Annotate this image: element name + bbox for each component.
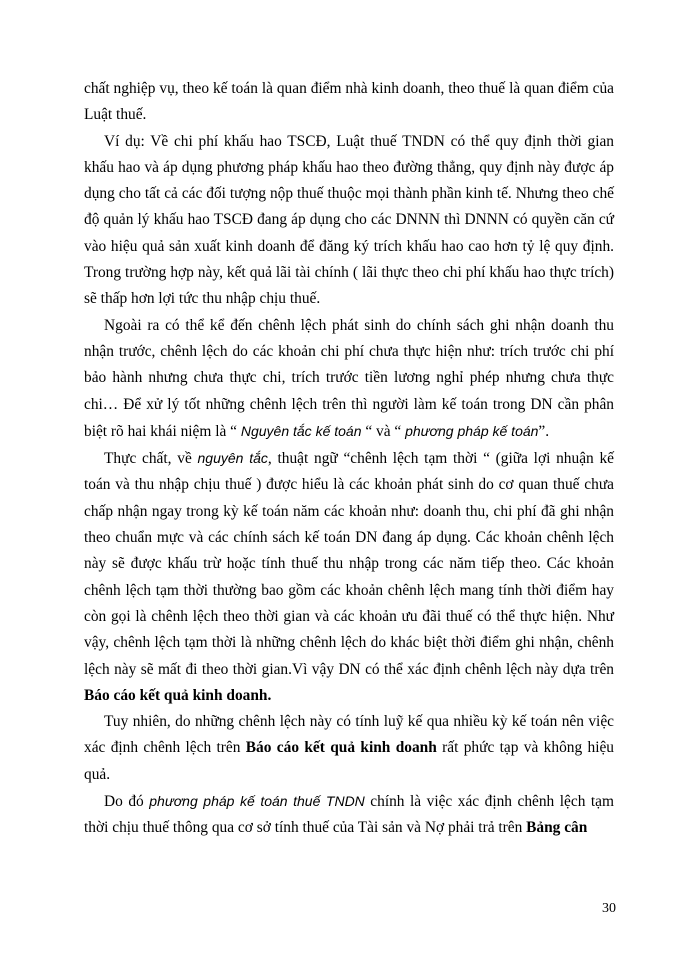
bold-run: Báo cáo kết quả kinh doanh [245, 739, 437, 757]
text-run: Ngoài ra có thể kể đến chênh lệch phát sinh do chính sách ghi nhận doanh thu nhận trước, chênh lệch do các khoản chi phí chưa thực hiện như: trích trước chi phí bảo hành nhưng chưa thực chi, trích trước tiền lương nghỉ phép nhưng chưa thực chi… Để xử lý tốt những chênh lệch trên thì người làm kế toán trong DN cần phân biệt rõ hai khái niệm là “ [84, 316, 614, 440]
text-run: ”. [538, 422, 550, 440]
text-run: chính là việc xác định chênh lệch tạm thời chịu thuế thông qua cơ sở tính thuế của Tài sản và Nợ phải trả trên [84, 793, 614, 837]
text-run: Tuy nhiên, do những chênh lệch này có tính luỹ kế qua nhiều kỳ kế toán nên việc xác định chênh lệch trên [84, 713, 614, 757]
bold-run: Báo cáo kết quả kinh doanh. [84, 686, 272, 704]
text-run: , thuật ngữ “chênh lệch tạm thời “ (giữa lợi nhuận kế toán và thu nhập chịu thuế ) được hiểu là các khoản phát sinh do cơ quan thuế chưa chấp nhận ngay trong kỳ kế toán năm các khoản như: doanh thu, chi phí đã ghi nhận theo chuẩn mực và các chính sách kế toán DN đang áp dụng. Các khoản chênh lệch này sẽ được khấu trừ hoặc tính thuế thu nhập trong các năm tiếp theo. Các khoản chênh lệch tạm thời thường bao gồm các khoản chênh lệch mang tính thời điểm hay còn gọi là chênh lệch theo thời gian và các khoản ưu đãi thuế có thể thực hiện. Như vậy, chênh lệch tạm thời là những chênh lệch do khác biệt thời điểm ghi nhận, chênh lệch này sẽ mất đi theo thời gian.Vì vậy DN có thể xác định chênh lệch này dựa trên [84, 450, 614, 678]
text-run: Thực chất, về [104, 450, 198, 468]
paragraph [84, 129, 614, 313]
text-run: chất nghiệp vụ, theo kế toán là quan điểm nhà kinh doanh, theo thuế là quan điểm của Luật thuế. [84, 80, 614, 124]
paragraph [84, 445, 614, 709]
text-run: Do đó [104, 793, 150, 811]
paragraph [84, 788, 614, 842]
italic-run: phương pháp kế toán thuế TNDN [149, 793, 365, 810]
page-number: 30 [602, 901, 616, 916]
text-run: Ví dụ: Về chi phí khấu hao TSCĐ, Luật thuế TNDN có thể quy định thời gian khấu hao và áp dụng phương pháp khấu hao theo đường thẳng, quy định này được áp dụng cho tất cả các đối tượng nộp thuế thuộc mọi thành phần kinh tế. Nhưng theo chế độ quản lý khấu hao TSCĐ đang áp dụng cho các DNNN thì DNNN có quyền căn cứ vào hiệu quả sản xuất kinh doanh để đăng ký trích khấu hao cao hơn tỷ lệ quy định. Trong trường hợp này, kết quả lãi tài chính ( lãi thực theo chi phí khấu hao thực trích) sẽ thấp hơn lợi tức thu nhập chịu thuế. [84, 132, 614, 308]
bold-run: Bảng cân [526, 819, 588, 837]
italic-run: phương pháp kế toán [405, 422, 539, 439]
text-run: rất phức tạp và không hiệu quả. [84, 739, 614, 783]
italic-run: Nguyên tắc kế toán [240, 422, 362, 439]
body-text [84, 76, 614, 842]
paragraph [84, 709, 614, 788]
italic-run: nguyên tắc [197, 450, 268, 467]
text-run: “ và “ [361, 422, 406, 440]
paragraph [84, 313, 614, 445]
paragraph [84, 76, 614, 129]
